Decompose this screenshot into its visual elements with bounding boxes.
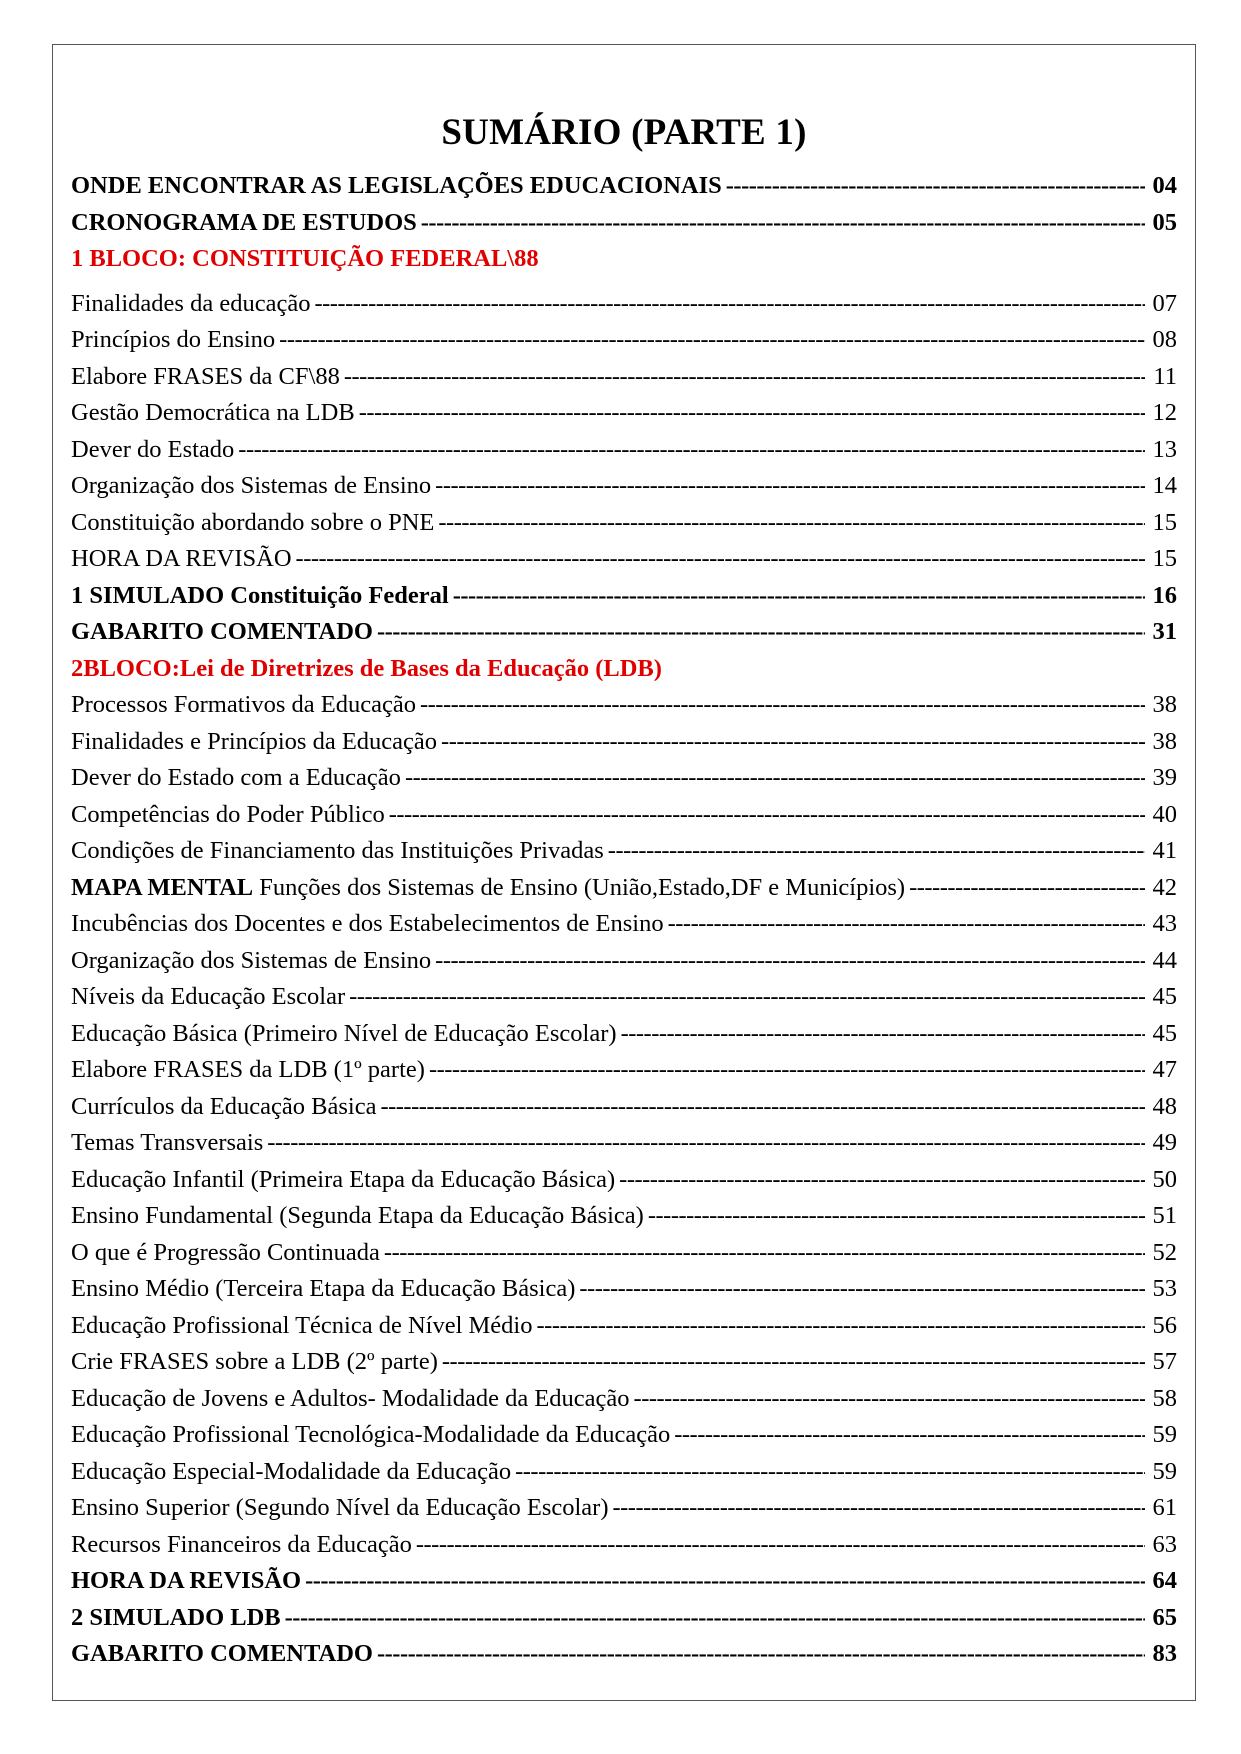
toc-leader-dashes [435, 947, 1145, 975]
toc-entry-label: CRONOGRAMA DE ESTUDOS [71, 208, 417, 236]
toc-entry-label: Educação Infantil (Primeira Etapa da Educação Básica) [71, 1165, 616, 1193]
toc-leader-dashes [608, 837, 1145, 865]
toc-leader-dashes [621, 1020, 1145, 1048]
toc-leader-dashes [405, 764, 1145, 792]
toc-entry-label: Dever do Estado com a Educação [71, 764, 401, 791]
toc-page-number: 45 [1152, 983, 1177, 1010]
toc-entry-label: Organização dos Sistemas de Ensino [71, 946, 432, 974]
toc-entry-label: Currículos da Educação Básica [71, 1092, 377, 1120]
toc-entry [71, 290, 1177, 327]
toc-entry [71, 209, 1177, 246]
toc-page-number: 05 [1152, 208, 1177, 236]
toc-entry [71, 1421, 1177, 1458]
toc-entry [71, 1385, 1177, 1422]
toc-entry-label: Condições de Financiamento das Instituições Privadas [71, 837, 604, 864]
toc-entry-label: 1 SIMULADO Constituição Federal [71, 581, 449, 609]
toc-entry-label: Processos Formativos da Educação [71, 691, 416, 718]
toc-page-number: 39 [1152, 764, 1177, 791]
toc-entry [71, 1458, 1177, 1495]
toc-leader-dashes [305, 1567, 1145, 1595]
toc-leader-dashes [648, 1202, 1145, 1230]
toc-page-number: 61 [1152, 1494, 1177, 1521]
toc-entry-label: 1 BLOCO: CONSTITUIÇÃO FEDERAL\88 [71, 245, 539, 272]
toc-entry [71, 472, 1177, 509]
toc-entry-label: Finalidades e Princípios da Educação [71, 727, 438, 755]
toc-entry [71, 618, 1177, 655]
toc-leader-dashes [420, 691, 1145, 719]
toc-entry [71, 582, 1177, 619]
toc-entry-label: Temas Transversais [71, 1129, 264, 1156]
toc-entry [71, 801, 1177, 838]
toc-page-number: 38 [1152, 691, 1177, 718]
toc-entry-label: Competências do Poder Público [71, 800, 385, 828]
toc-entry [71, 691, 1177, 728]
toc-page-number: 83 [1152, 1640, 1177, 1667]
toc-entry-label: Dever do Estado [71, 435, 235, 463]
toc-entry-label: Educação Profissional Tecnológica-Modalidade da Educação [71, 1421, 671, 1448]
toc-page-number: 63 [1152, 1530, 1177, 1558]
toc-entry-label: Níveis da Educação Escolar [71, 983, 346, 1010]
toc-leader-dashes [349, 983, 1145, 1011]
toc-entry-label: 2 SIMULADO LDB [71, 1603, 281, 1631]
toc-entry-label: Ensino Fundamental (Segunda Etapa da Educação Básica) [71, 1202, 644, 1229]
toc-leader-dashes [429, 1056, 1145, 1084]
toc-leader-dashes [453, 582, 1145, 610]
toc-page-number: 07 [1152, 289, 1177, 317]
toc-leader-dashes [377, 1640, 1145, 1668]
toc-entry-label: Gestão Democrática na LDB [71, 399, 355, 426]
toc-entry [71, 874, 1177, 911]
toc-entry [71, 399, 1177, 436]
toc-leader-dashes [296, 545, 1145, 573]
toc-leader-dashes [668, 910, 1145, 938]
toc-entry [71, 1494, 1177, 1531]
toc-page-number: 50 [1152, 1165, 1177, 1193]
toc-leader-dashes [438, 509, 1145, 537]
toc-entry [71, 764, 1177, 801]
page-title: SUMÁRIO (PARTE 1) [441, 112, 807, 153]
toc-page-number: 51 [1152, 1202, 1177, 1229]
toc-entry [71, 436, 1177, 473]
toc-page-number: 08 [1152, 326, 1177, 353]
toc-entry [71, 1567, 1177, 1604]
toc-page-number: 44 [1152, 946, 1177, 974]
toc-entry-label: Ensino Superior (Segundo Nível da Educação Escolar) [71, 1494, 609, 1521]
toc-entry-label: O que é Progressão Continuada [71, 1238, 380, 1266]
toc-page-number: 14 [1152, 472, 1177, 499]
toc-page-number: 57 [1152, 1348, 1177, 1375]
toc-entry [71, 326, 1177, 363]
toc-leader-dashes [416, 1531, 1145, 1559]
toc-page-number: 11 [1153, 362, 1177, 390]
toc-entry [71, 910, 1177, 947]
toc-entry-label: GABARITO COMENTADO [71, 618, 373, 645]
toc-entry [71, 1129, 1177, 1166]
toc-entry [71, 1056, 1177, 1093]
toc-entry-label: ONDE ENCONTRAR AS LEGISLAÇÕES EDUCACIONAIS [71, 172, 722, 199]
toc-section-heading [71, 655, 1177, 692]
toc-page-number: 13 [1152, 435, 1177, 463]
toc-section-heading [71, 245, 1177, 282]
toc-entry-label: Elabore FRASES da LDB (1º parte) [71, 1056, 425, 1083]
toc-entry [71, 1202, 1177, 1239]
toc-page-number: 52 [1152, 1238, 1177, 1266]
toc-page-number: 45 [1152, 1019, 1177, 1047]
toc-page-number: 15 [1152, 508, 1177, 536]
toc-page-number: 15 [1152, 545, 1177, 572]
toc-entry [71, 1020, 1177, 1057]
toc-page-number: 43 [1152, 910, 1177, 937]
toc-page-number: 04 [1152, 172, 1177, 199]
toc-leader-dashes [612, 1494, 1145, 1522]
toc-entry [71, 545, 1177, 582]
toc-entry [71, 1348, 1177, 1385]
toc-entry [71, 1640, 1177, 1677]
toc-leader-dashes [421, 209, 1145, 237]
toc-leader-dashes [377, 618, 1145, 646]
toc-page-number: 42 [1152, 873, 1177, 901]
toc-page-number: 65 [1152, 1603, 1177, 1631]
toc-page-number: 56 [1152, 1311, 1177, 1339]
toc-leader-dashes [537, 1312, 1146, 1340]
toc-leader-dashes [579, 1275, 1145, 1303]
toc-page-number: 47 [1152, 1056, 1177, 1083]
document-page [52, 44, 1196, 1701]
toc-entry [71, 983, 1177, 1020]
toc-entry-label: Educação Profissional Técnica de Nível Médio [71, 1311, 533, 1339]
toc-page-number: 53 [1152, 1275, 1177, 1302]
toc-entry [71, 1531, 1177, 1568]
toc-leader-dashes [279, 326, 1145, 354]
toc-page-number: 38 [1152, 727, 1177, 755]
toc-entry-label: Finalidades da educação [71, 289, 311, 317]
toc-leader-dashes [238, 436, 1145, 464]
toc-entry [71, 1239, 1177, 1276]
toc-leader-dashes [442, 1348, 1145, 1376]
toc-entry-label: Organização dos Sistemas de Ensino [71, 472, 432, 499]
table-of-contents [71, 172, 1177, 1677]
toc-leader-dashes [384, 1239, 1145, 1267]
toc-entry-label: Ensino Médio (Terceira Etapa da Educação Básica) [71, 1275, 576, 1302]
toc-page-number: 49 [1152, 1129, 1177, 1156]
toc-page-number: 48 [1152, 1092, 1177, 1120]
toc-entry [71, 1093, 1177, 1130]
toc-entry [71, 728, 1177, 765]
toc-leader-dashes [441, 728, 1145, 756]
toc-entry-label: 2BLOCO:Lei de Diretrizes de Bases da Educação (LDB) [71, 654, 662, 682]
toc-entry-label: Elabore FRASES da CF\88 [71, 362, 340, 390]
toc-entry [71, 1312, 1177, 1349]
toc-leader-dashes [674, 1421, 1145, 1449]
toc-leader-dashes [435, 472, 1145, 500]
toc-entry [71, 172, 1177, 209]
toc-page-number: 58 [1152, 1384, 1177, 1412]
toc-entry-lead: MAPA MENTAL [71, 873, 254, 901]
toc-page-number: 16 [1152, 581, 1177, 609]
toc-leader-dashes [909, 874, 1145, 902]
toc-page-number: 12 [1152, 399, 1177, 426]
toc-leader-dashes [634, 1385, 1145, 1413]
toc-entry-label [71, 874, 905, 902]
toc-leader-dashes [314, 290, 1145, 318]
toc-entry [71, 1275, 1177, 1312]
toc-entry-label: Incubências dos Docentes e dos Estabelecimentos de Ensino [71, 910, 664, 937]
toc-entry-label: Crie FRASES sobre a LDB (2º parte) [71, 1348, 438, 1375]
toc-leader-dashes [380, 1093, 1145, 1121]
toc-leader-dashes [389, 801, 1145, 829]
toc-entry [71, 509, 1177, 546]
toc-leader-dashes [359, 399, 1145, 427]
toc-entry-label: GABARITO COMENTADO [71, 1640, 373, 1667]
toc-entry-label: Educação Básica (Primeiro Nível de Educação Escolar) [71, 1019, 617, 1047]
toc-leader-dashes [619, 1166, 1145, 1194]
toc-entry [71, 363, 1177, 400]
toc-entry-label: HORA DA REVISÃO [71, 1567, 302, 1594]
toc-entry-label: Princípios do Ensino [71, 326, 276, 353]
toc-page-number: 41 [1152, 837, 1177, 864]
toc-leader-dashes [285, 1604, 1145, 1632]
toc-leader-dashes [267, 1129, 1145, 1157]
toc-entry [71, 1604, 1177, 1641]
toc-entry [71, 1166, 1177, 1203]
toc-page-number: 64 [1152, 1567, 1177, 1594]
toc-entry-label: Recursos Financeiros da Educação [71, 1530, 412, 1558]
toc-entry-label: Educação de Jovens e Adultos- Modalidade da Educação [71, 1384, 630, 1412]
toc-page-number: 59 [1152, 1421, 1177, 1448]
toc-leader-dashes [344, 363, 1145, 391]
toc-entry-label: HORA DA REVISÃO [71, 545, 292, 572]
toc-leader-dashes [726, 172, 1145, 200]
toc-page-number: 59 [1152, 1457, 1177, 1485]
toc-entry [71, 947, 1177, 984]
toc-entry-label: Educação Especial-Modalidade da Educação [71, 1457, 512, 1485]
toc-page-number: 31 [1152, 618, 1177, 645]
toc-entry-label: Constituição abordando sobre o PNE [71, 508, 435, 536]
toc-page-number: 40 [1152, 800, 1177, 828]
toc-entry [71, 837, 1177, 874]
toc-entry-label-text: Funções dos Sistemas de Ensino (União,Estado,DF e Municípios) [253, 873, 906, 901]
toc-leader-dashes [515, 1458, 1145, 1486]
